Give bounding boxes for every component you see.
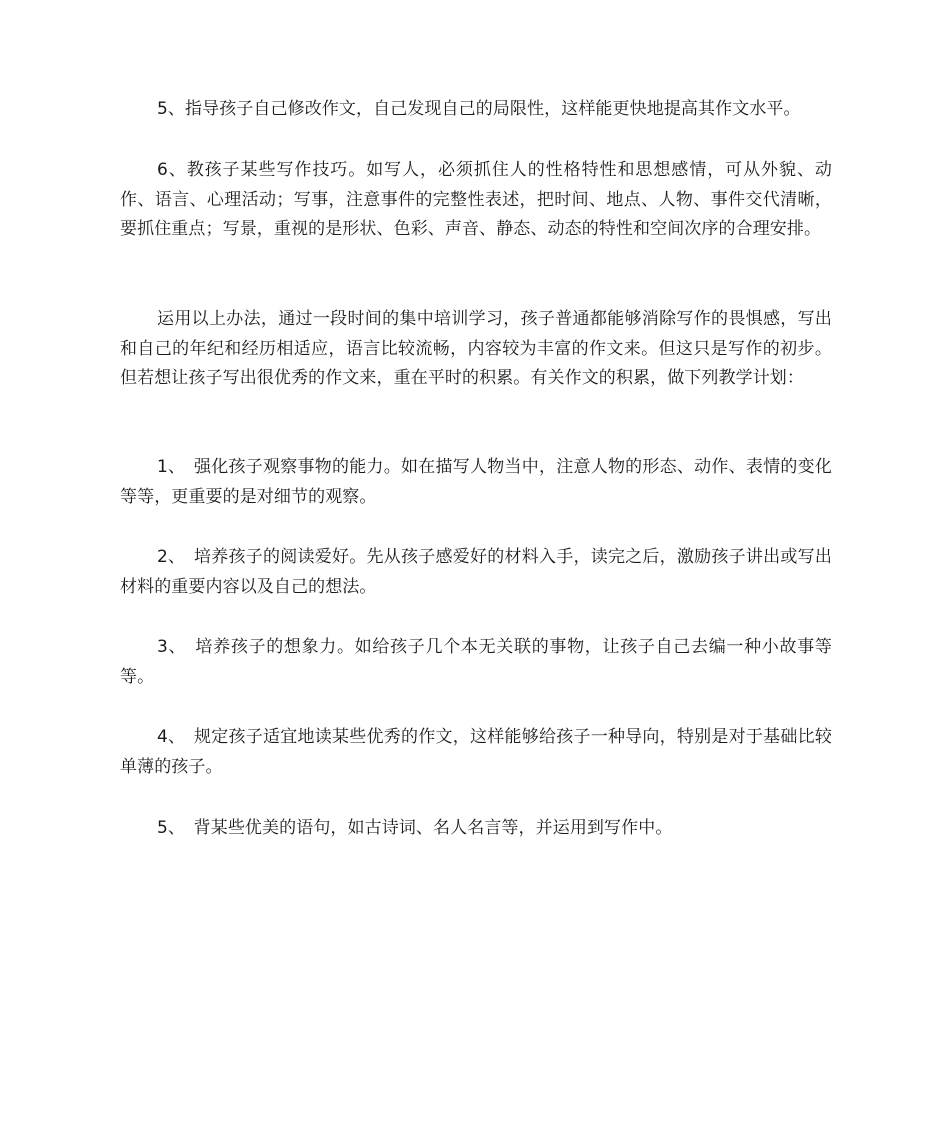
plan-item-4-model-essays: 4、 规定孩子适宜地读某些优秀的作文，这样能够给孩子一种导向，特别是对于基础比较单薄的孩子。 [120, 727, 832, 777]
paragraph-summary-teaching-plan: 运用以上办法，通过一段时间的集中培训学习，孩子普通都能够消除写作的畏惧感，写出和自己的年纪和经历相适应，语言比较流畅，内容较为丰富的作文来。但这只是写作的初步。但若想让孩子写出很优秀的作文来，重在平时的积累。有关作文的积累，做下列教学计划： [120, 309, 832, 388]
plan-item-2-reading: 2、 培养孩子的阅读爱好。先从孩子感爱好的材料入手，读完之后，激励孩子讲出或写出材料的重要内容以及自己的想法。 [120, 547, 832, 597]
plan-item-1-observation: 1、 强化孩子观察事物的能力。如在描写人物当中，注意人物的形态、动作、表情的变化等等，更重要的是对细节的观察。 [120, 457, 832, 507]
paragraph-tip-5-self-revision: 5、指导孩子自己修改作文，自己发现自己的局限性，这样能更快地提高其作文水平。 [157, 99, 801, 119]
plan-item-5-memorize-phrases: 5、 背某些优美的语句，如古诗词、名人名言等，并运用到写作中。 [157, 818, 673, 838]
paragraph-tip-6-writing-techniques: 6、教孩子某些写作技巧。如写人，必须抓住人的性格特性和思想感情，可从外貌、动作、语言、心理活动；写事，注意事件的完整性表述，把时间、地点、人物、事件交代清晰，要抓住重点；写景，重视的是形状、色彩、声音、静态、动态的特性和空间次序的合理安排。 [120, 160, 832, 239]
plan-item-3-imagination: 3、 培养孩子的想象力。如给孩子几个本无关联的事物，让孩子自己去编一种小故事等等。 [120, 637, 832, 687]
